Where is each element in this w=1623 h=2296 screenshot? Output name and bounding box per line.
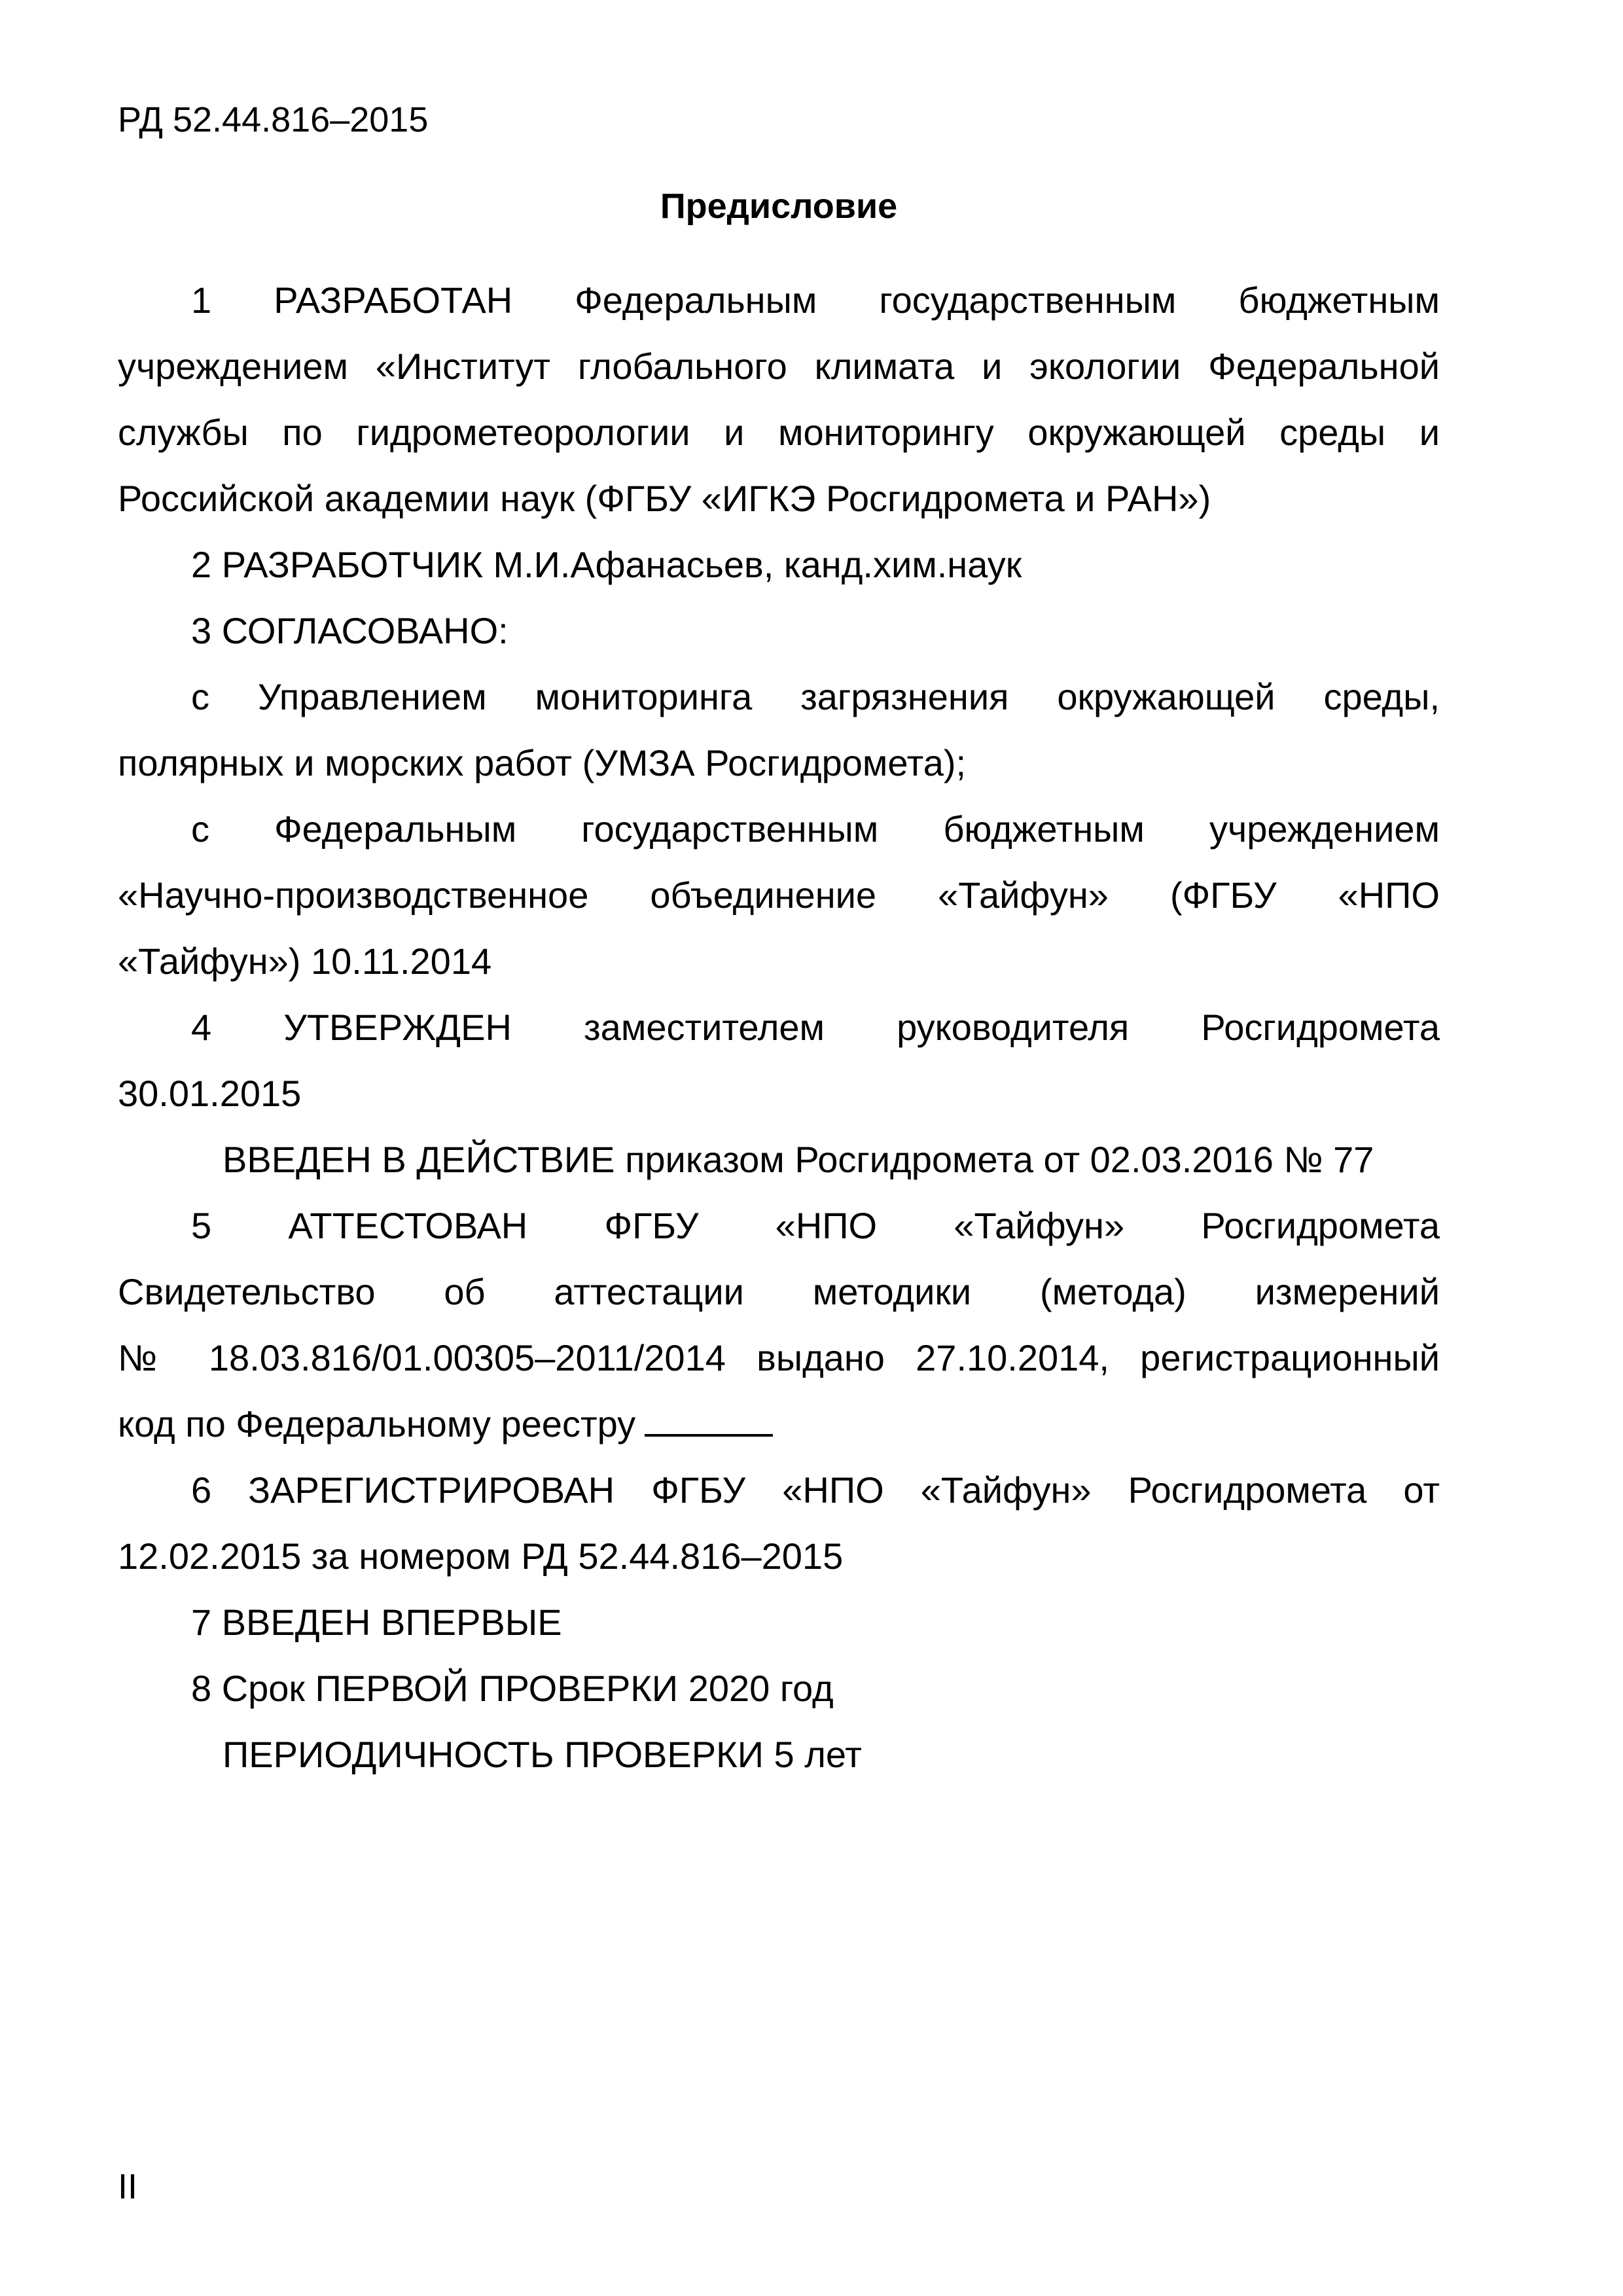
document-code: РД 52.44.816–2015: [118, 100, 429, 139]
item-3a-line-2: полярных и морских работ (УМЗА Росгидромета);: [118, 742, 967, 783]
item-2-developer: [118, 531, 1440, 598]
item-4-approved: [118, 994, 1440, 1126]
item-5-line-4: [118, 1391, 1440, 1457]
item-5-line-3: № 18.03.816/01.00305–2011/2014 выдано 27.10.2014, регистрационный: [118, 1337, 1440, 1378]
item-7-first-introduced: [118, 1589, 1440, 1655]
item-1-developed: [118, 267, 1440, 531]
item-1-line-1: 1 РАЗРАБОТАН Федеральным государственным бюджетным: [191, 279, 1440, 321]
item-3-line: 3 СОГЛАСОВАНО:: [191, 610, 508, 651]
item-5-certified: [118, 1193, 1440, 1457]
page-title: Предисловие: [660, 187, 898, 226]
item-3-agreed: [118, 598, 1440, 664]
item-8b-review-period: [118, 1721, 1440, 1787]
item-7-line: 7 ВВЕДЕН ВПЕРВЫЕ: [191, 1602, 562, 1643]
item-8-line: 8 Срок ПЕРВОЙ ПРОВЕРКИ 2020 год: [191, 1668, 834, 1709]
item-3b-line-1: с Федеральным государственным бюджетным учреждением: [191, 808, 1440, 850]
registry-code-blank: [645, 1397, 773, 1437]
registry-code-label: код по Федеральному реестру: [118, 1403, 636, 1444]
page-number: II: [118, 2167, 138, 2206]
item-3a-agreement: [118, 664, 1440, 796]
foreword-body: [118, 267, 1440, 1787]
item-4-line-2: 30.01.2015: [118, 1073, 302, 1114]
item-4b-line: ВВЕДЕН В ДЕЙСТВИЕ приказом Росгидромета от 02.03.2016 № 77: [223, 1139, 1374, 1180]
item-6-line-2: 12.02.2015 за номером РД 52.44.816–2015: [118, 1535, 844, 1577]
item-3b-line-2: «Научно-производственное объединение «Тайфун» (ФГБУ «НПО: [118, 874, 1440, 916]
item-4-line-1: 4 УТВЕРЖДЕН заместителем руководителя Росгидромета: [191, 1007, 1440, 1048]
item-6-registered: [118, 1457, 1440, 1589]
item-1-line-2: учреждением «Институт глобального климата и экологии Федеральной: [118, 346, 1440, 387]
item-4b-enacted: [118, 1126, 1440, 1193]
item-3b-agreement: [118, 796, 1440, 994]
item-5-line-2: Свидетельство об аттестации методики (метода) измерений: [118, 1271, 1440, 1312]
item-3b-line-3: «Тайфун») 10.11.2014: [118, 941, 492, 982]
item-1-line-4: Российской академии наук (ФГБУ «ИГКЭ Росгидромета и РАН»): [118, 478, 1211, 519]
item-6-line-1: 6 ЗАРЕГИСТРИРОВАН ФГБУ «НПО «Тайфун» Росгидромета от: [191, 1469, 1440, 1511]
item-8-first-review: [118, 1655, 1440, 1721]
item-1-line-3: службы по гидрометеорологии и мониторингу окружающей среды и: [118, 412, 1440, 453]
item-2-line: 2 РАЗРАБОТЧИК М.И.Афанасьев, канд.хим.наук: [191, 544, 1022, 585]
item-3a-line-1: с Управлением мониторинга загрязнения окружающей среды,: [191, 676, 1440, 717]
item-8b-line: ПЕРИОДИЧНОСТЬ ПРОВЕРКИ 5 лет: [223, 1734, 862, 1775]
item-5-line-1: 5 АТТЕСТОВАН ФГБУ «НПО «Тайфун» Росгидромета: [191, 1205, 1440, 1246]
